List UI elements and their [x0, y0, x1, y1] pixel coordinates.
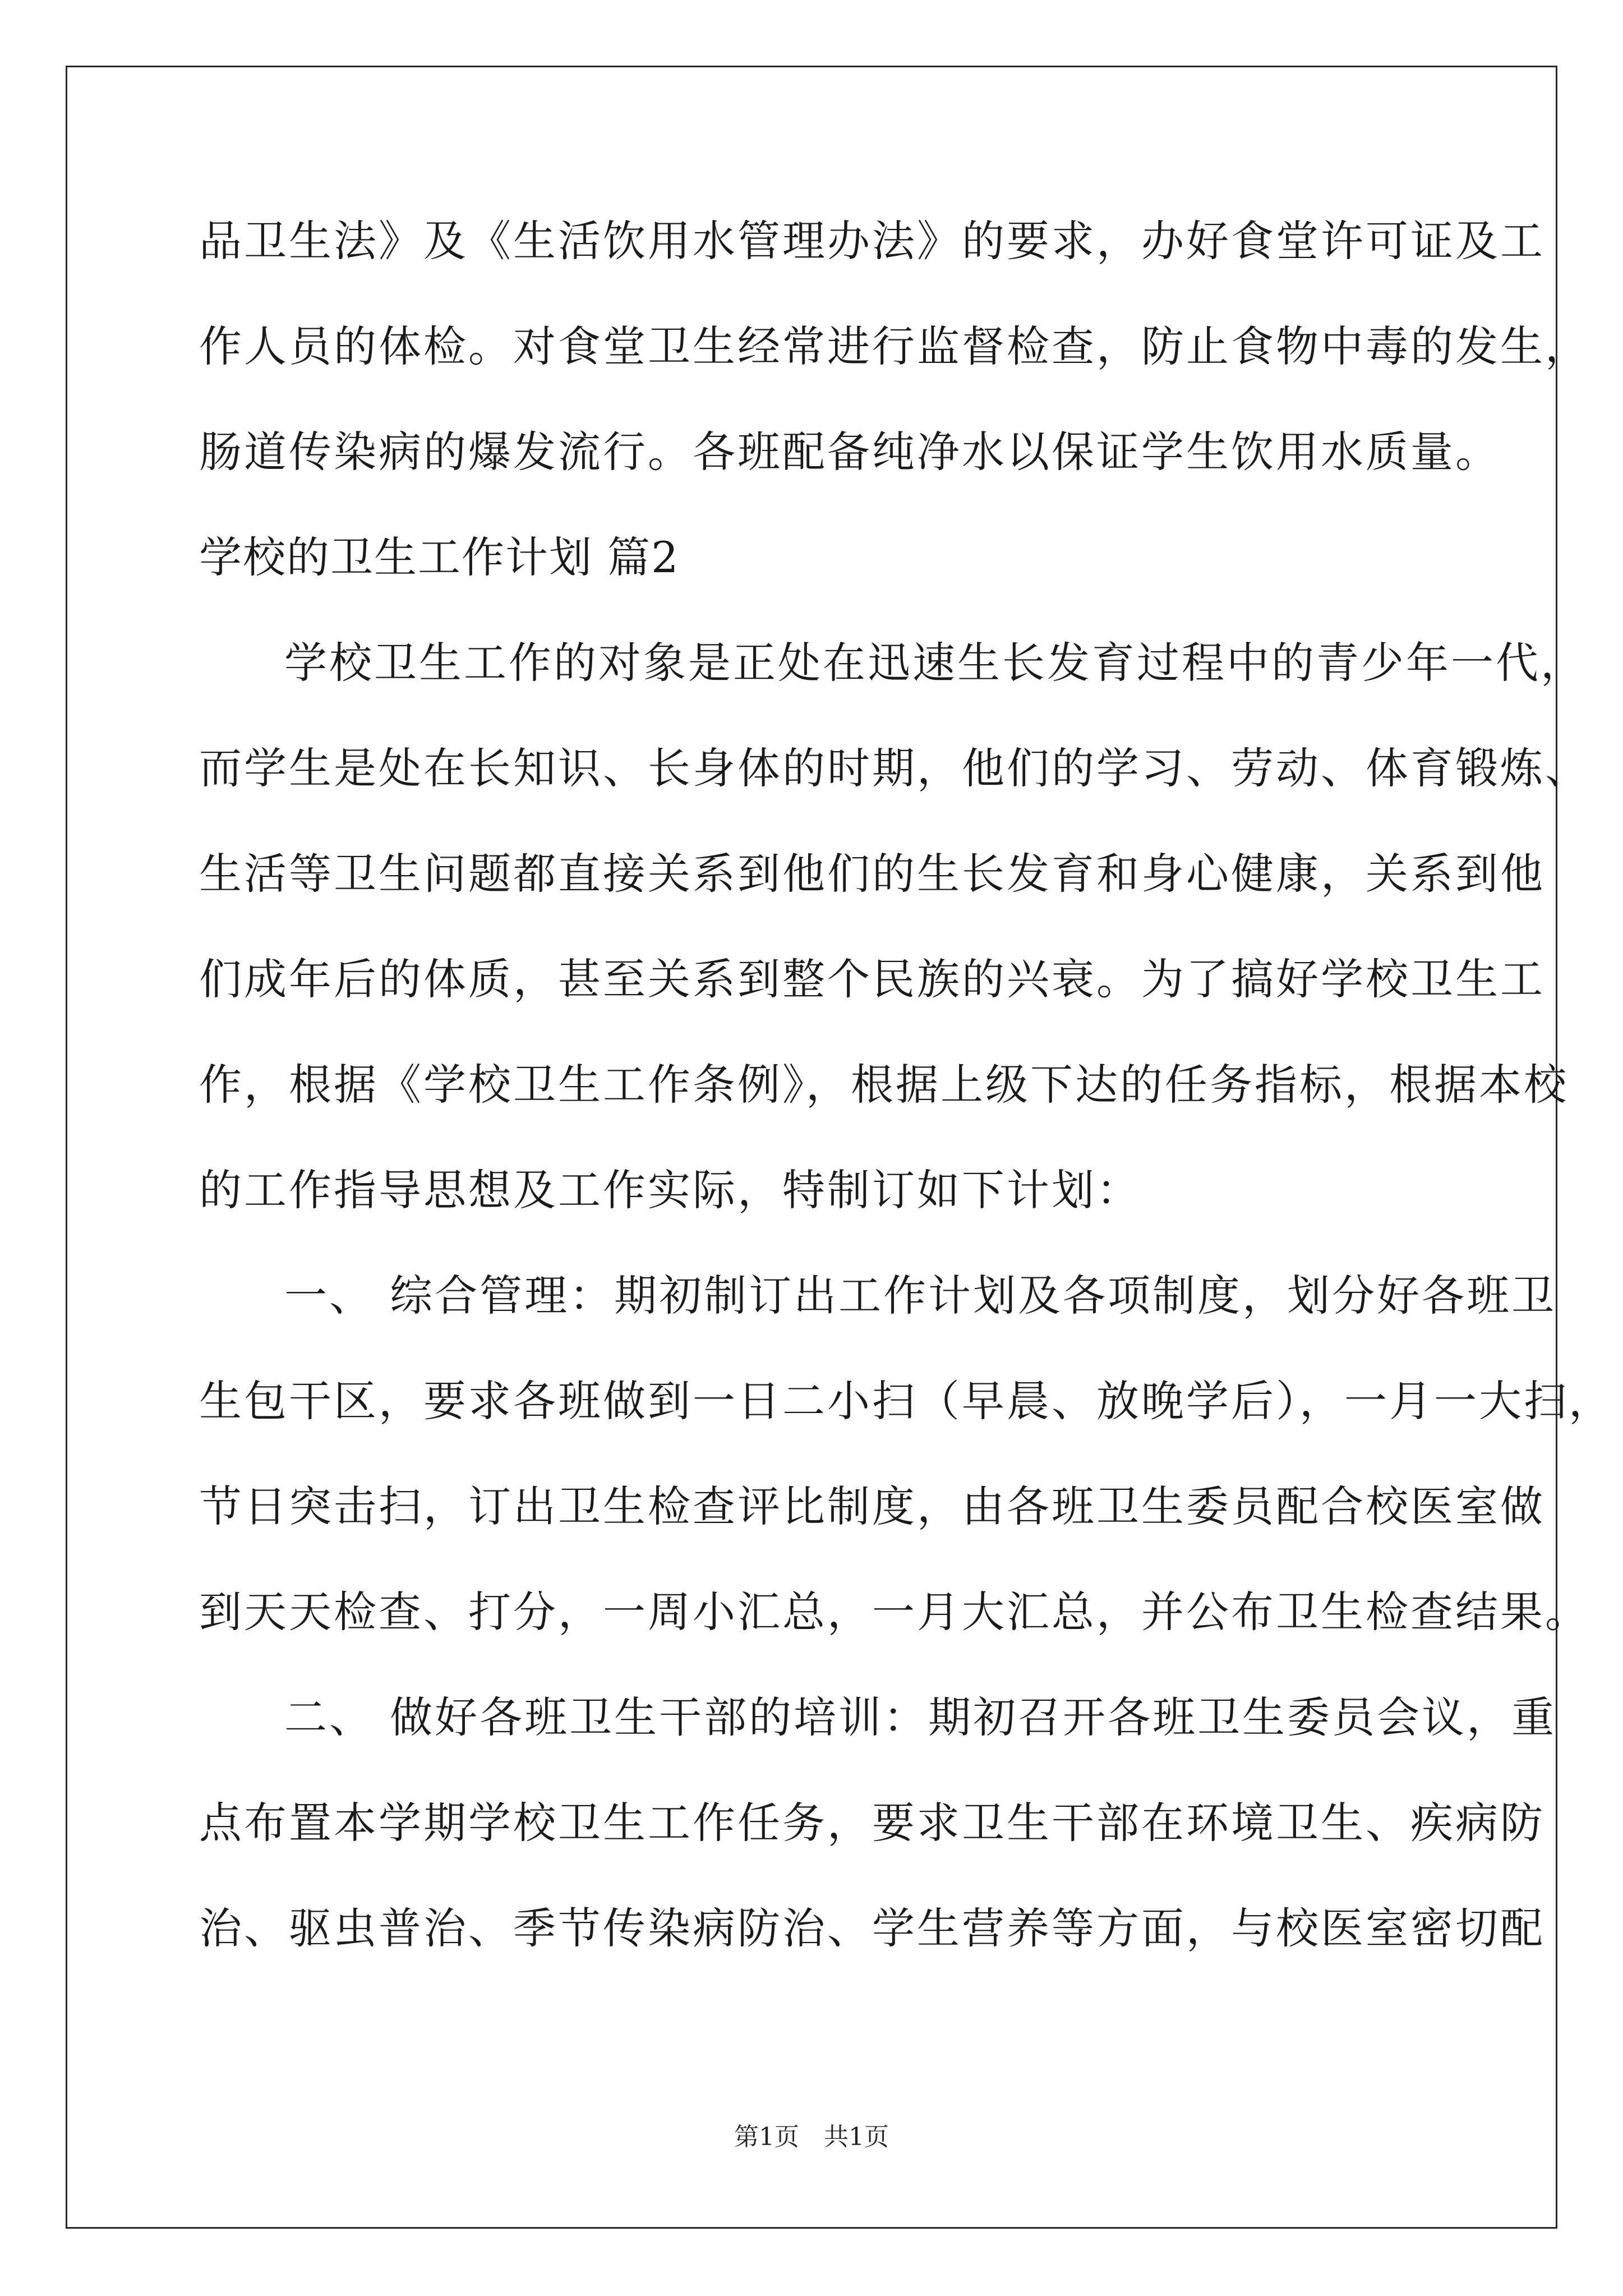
text-line: 生活等卫生问题都直接关系到他们的生长发育和身心健康，关系到他: [199, 849, 1545, 899]
page-number-footer: 第1页 共1页: [734, 2123, 889, 2151]
paragraph-start: 一、 综合管理：期初制订出工作计划及各项制度，划分好各班卫: [284, 1271, 1557, 1320]
text-line: 作，根据《学校卫生工作条例》，根据上级下达的任务指标，根据本校: [199, 1060, 1569, 1110]
text-line: 治、驱虫普治、季节传染病防治、学生营养等方面，与校医室密切配: [199, 1903, 1545, 1953]
section-heading: 学校的卫生工作计划 篇2: [199, 532, 680, 582]
text-line: 而学生是处在长知识、长身体的时期，他们的学习、劳动、体育锻炼、: [199, 743, 1590, 793]
text-line: 作人员的体检。对食堂卫生经常进行监督检查，防止食物中毒的发生，: [199, 321, 1590, 371]
text-line: 肠道传染病的爆发流行。各班配备纯净水以保证学生饮用水质量。: [199, 427, 1500, 477]
text-line: 们成年后的体质，甚至关系到整个民族的兴衰。为了搞好学校卫生工: [199, 954, 1545, 1004]
text-line: 的工作指导思想及工作实际，特制订如下计划：: [199, 1165, 1141, 1215]
document-body: [199, 213, 1613, 2006]
paragraph-start: 学校卫生工作的对象是正处在迅速生长发育过程中的青少年一代，: [284, 638, 1585, 688]
paragraph-start: 二、 做好各班卫生干部的培训：期初召开各班卫生委员会议，重: [284, 1692, 1557, 1742]
text-line: 到天天检查、打分，一周小汇总，一月大汇总，并公布卫生检查结果。: [199, 1587, 1590, 1637]
text-line: 生包干区，要求各班做到一日二小扫（早晨、放晚学后），一月一大扫，: [199, 1376, 1613, 1426]
text-line: 节日突击扫，订出卫生检查评比制度，由各班卫生委员配合校医室做: [199, 1481, 1545, 1531]
text-line: 点布置本学期学校卫生工作任务，要求卫生干部在环境卫生、疾病防: [199, 1798, 1545, 1848]
text-line: 品卫生法》及《生活饮用水管理办法》的要求，办好食堂许可证及工: [199, 216, 1545, 266]
